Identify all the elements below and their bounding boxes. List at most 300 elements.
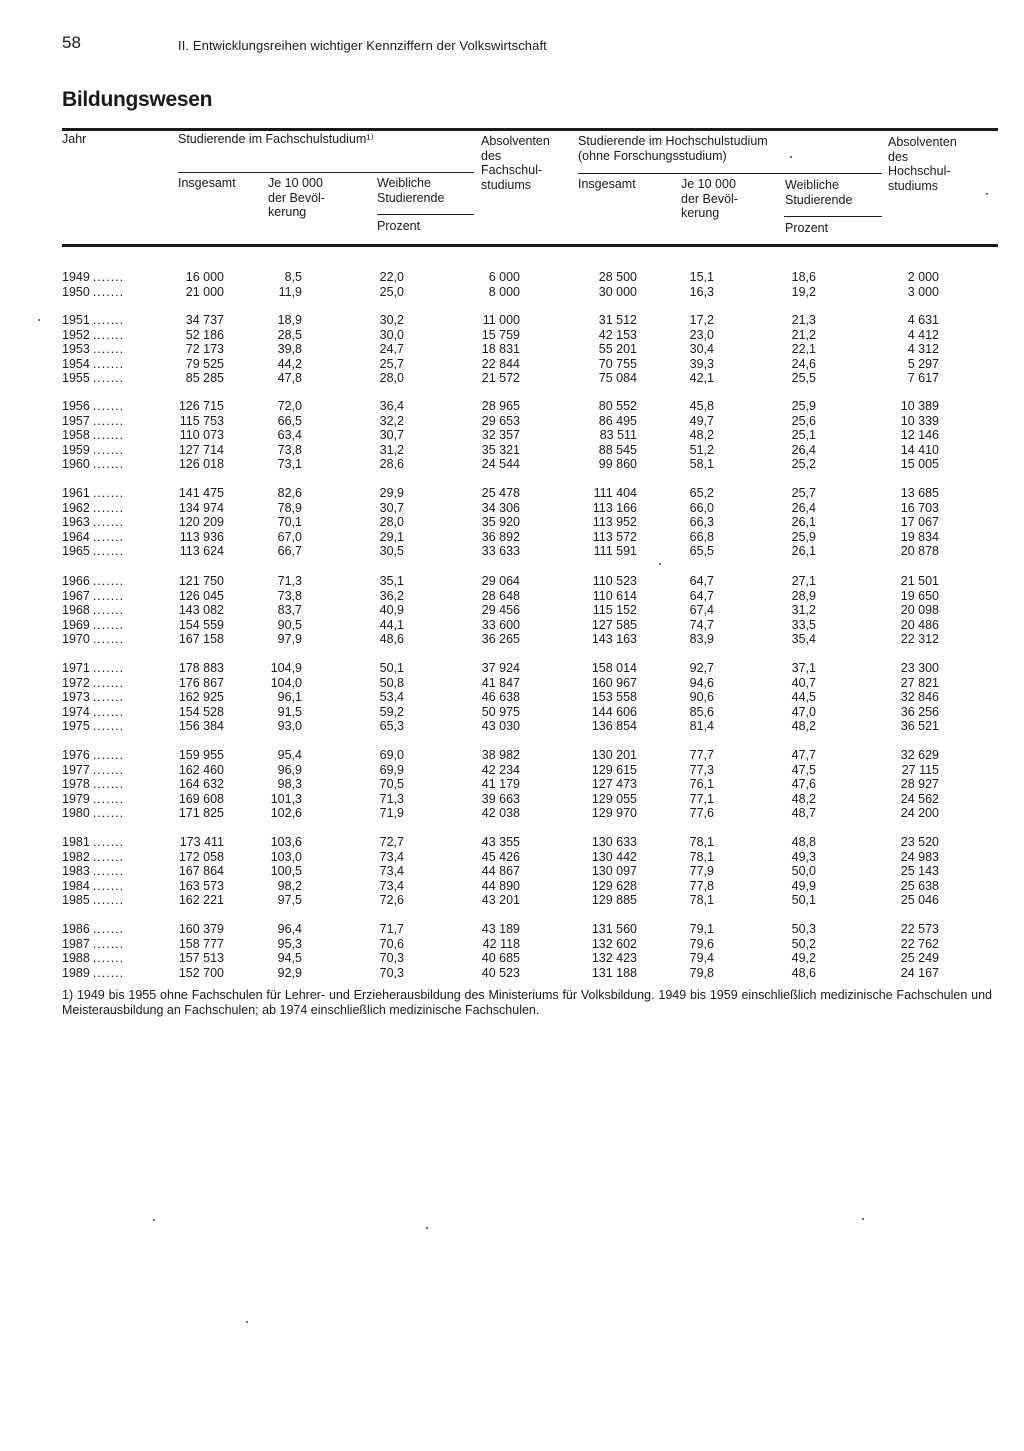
year-label: 1988: [62, 951, 90, 966]
cell-f-je: 66,7: [277, 544, 302, 559]
cell-f-je: 8,5: [284, 270, 302, 284]
cell-h-je: 79,1: [689, 922, 714, 936]
cell-a-f: 32 357: [481, 428, 520, 443]
cell-h-ins: 131 560: [591, 922, 637, 936]
cell-h-ins: 30 000: [598, 284, 637, 299]
cell-f-ins: 157 513: [178, 951, 224, 966]
cell-h-w: 48,2: [791, 719, 816, 734]
leader-dots: .......: [92, 313, 125, 327]
leader-dots: .......: [92, 284, 125, 299]
cell-f-w: 71,3: [379, 791, 404, 806]
cell-f-ins: 115 753: [179, 413, 224, 428]
cell-f-ins: 167 158: [178, 632, 224, 647]
cell-f-ins: 162 221: [178, 893, 224, 908]
cell-f-ins: 72 173: [185, 342, 224, 357]
cell-a-f: 38 982: [481, 748, 520, 762]
cell-f-ins: 154 528: [178, 704, 224, 719]
cell-h-je: 67,4: [689, 603, 714, 618]
year-label: 1987: [62, 936, 90, 951]
footnote: 1) 1949 bis 1955 ohne Fachschulen für Lehrer- und Erzieherausbildung des Ministeriums für Volksbildung. 1949 bis 1959 einschließlich medizinische Fachschulen und Meisterausbildung an Fachschulen; ab 1974 einschließlich medizinische Fachschulen.: [62, 988, 992, 1017]
header-absolventen-hochschul: Absolventen des Hochschul- studiums: [888, 135, 957, 193]
cell-h-ins: 158 014: [591, 661, 637, 675]
leader-dots: .......: [92, 270, 125, 284]
year-label: 1961: [62, 486, 90, 500]
cell-f-ins: 169 608: [178, 791, 224, 806]
cell-h-w: 25,9: [791, 529, 816, 544]
cell-h-je: 92,7: [689, 661, 714, 675]
cell-f-ins: 162 925: [178, 690, 224, 705]
scan-speck: [246, 1321, 248, 1323]
cell-f-w: 70,3: [379, 965, 404, 980]
year-label: 1972: [62, 675, 90, 690]
cell-a-h: 20 878: [900, 544, 939, 559]
cell-f-je: 96,1: [277, 690, 302, 705]
cell-h-ins: 110 614: [592, 588, 637, 603]
leader-dots: .......: [92, 632, 125, 647]
cell-h-w: 48,2: [791, 791, 816, 806]
cell-f-w: 65,3: [379, 719, 404, 734]
cell-a-f: 8 000: [488, 284, 520, 299]
leader-dots: .......: [92, 371, 125, 386]
cell-h-je: 65,2: [689, 486, 714, 500]
cell-f-w: 73,4: [379, 878, 404, 893]
cell-a-h: 25 638: [900, 878, 939, 893]
cell-f-je: 82,6: [277, 486, 302, 500]
leader-dots: .......: [92, 864, 125, 879]
leader-dots: .......: [92, 893, 125, 908]
cell-f-ins: 126 715: [178, 399, 224, 413]
cell-h-je: 77,3: [689, 762, 714, 777]
cell-h-je: 77,9: [689, 864, 714, 879]
cell-h-w: 26,4: [791, 500, 816, 515]
cell-h-je: 58,1: [689, 457, 714, 472]
cell-f-je: 70,1: [277, 515, 302, 530]
cell-a-h: 13 685: [900, 486, 939, 500]
cell-f-w: 69,0: [379, 748, 404, 762]
cell-f-je: 95,4: [277, 748, 302, 762]
cell-f-je: 71,3: [277, 574, 302, 588]
cell-h-w: 26,1: [791, 544, 816, 559]
cell-f-je: 104,9: [270, 661, 302, 675]
cell-a-f: 42 038: [481, 806, 520, 821]
cell-h-je: 64,7: [689, 588, 714, 603]
year-label: 1976: [62, 748, 90, 762]
cell-h-w: 25,1: [791, 428, 816, 443]
cell-h-ins: 83 511: [599, 428, 637, 443]
cell-f-ins: 110 073: [179, 428, 224, 443]
year-label: 1974: [62, 704, 90, 719]
header-hoch-prozent: Prozent: [785, 221, 829, 235]
cell-h-je: 79,4: [689, 951, 714, 966]
cell-a-h: 24 200: [900, 806, 939, 821]
cell-a-h: 32 846: [900, 690, 939, 705]
leader-dots: .......: [92, 574, 125, 588]
leader-dots: .......: [92, 500, 125, 515]
cell-a-f: 43 201: [481, 893, 520, 908]
year-label: 1952: [62, 327, 90, 342]
cell-f-w: 25,0: [379, 284, 404, 299]
leader-dots: .......: [92, 342, 125, 357]
cell-h-ins: 130 201: [591, 748, 637, 762]
cell-f-ins: 34 737: [185, 313, 224, 327]
leader-dots: .......: [92, 965, 125, 980]
cell-a-h: 24 167: [900, 965, 939, 980]
cell-a-f: 40 523: [481, 965, 520, 980]
cell-f-je: 102,6: [270, 806, 302, 821]
cell-f-je: 73,8: [277, 588, 302, 603]
year-label: 1981: [62, 835, 90, 849]
cell-h-w: 21,3: [791, 313, 816, 327]
leader-dots: .......: [92, 442, 125, 457]
cell-h-w: 49,3: [791, 849, 816, 864]
cell-f-w: 31,2: [379, 442, 404, 457]
cell-f-w: 71,7: [379, 922, 404, 936]
cell-h-ins: 129 615: [591, 762, 637, 777]
cell-h-w: 25,6: [791, 413, 816, 428]
cell-h-ins: 115 152: [592, 603, 637, 618]
leader-dots: .......: [92, 529, 125, 544]
cell-f-je: 96,9: [277, 762, 302, 777]
cell-f-ins: 172 058: [178, 849, 224, 864]
cell-a-f: 36 892: [481, 529, 520, 544]
cell-f-w: 30,7: [379, 500, 404, 515]
cell-a-h: 17 067: [900, 515, 939, 530]
year-label: 1968: [62, 603, 90, 618]
cell-h-ins: 113 572: [592, 529, 637, 544]
cell-h-w: 48,6: [791, 965, 816, 980]
cell-f-ins: 164 632: [178, 777, 224, 792]
cell-h-w: 44,5: [791, 690, 816, 705]
cell-f-je: 98,2: [277, 878, 302, 893]
cell-h-ins: 111 404: [593, 486, 637, 500]
cell-f-w: 70,6: [379, 936, 404, 951]
cell-h-ins: 86 495: [598, 413, 637, 428]
cell-h-je: 66,8: [689, 529, 714, 544]
cell-a-f: 11 000: [482, 313, 520, 327]
cell-h-w: 25,7: [791, 486, 816, 500]
cell-h-ins: 42 153: [598, 327, 637, 342]
header-absolventen-fachschul: Absolventen des Fachschul- studiums: [481, 134, 550, 192]
leader-dots: .......: [92, 603, 125, 618]
cell-f-w: 30,5: [379, 544, 404, 559]
header-hoch-je: Je 10 000 der Bevöl- kerung: [681, 177, 738, 220]
leader-dots: .......: [92, 515, 125, 530]
cell-f-ins: 178 883: [178, 661, 224, 675]
cell-h-w: 26,1: [791, 515, 816, 530]
cell-h-je: 78,1: [689, 835, 714, 849]
cell-f-w: 25,7: [379, 356, 404, 371]
year-label: 1979: [62, 791, 90, 806]
cell-a-h: 21 501: [900, 574, 939, 588]
cell-h-ins: 127 473: [591, 777, 637, 792]
cell-h-je: 77,8: [689, 878, 714, 893]
year-label: 1971: [62, 661, 90, 675]
cell-f-w: 70,5: [379, 777, 404, 792]
cell-f-je: 83,7: [277, 603, 302, 618]
year-label: 1982: [62, 849, 90, 864]
cell-h-je: 77,7: [689, 748, 714, 762]
cell-a-h: 19 834: [900, 529, 939, 544]
cell-a-h: 22 762: [900, 936, 939, 951]
leader-dots: .......: [92, 486, 125, 500]
cell-f-je: 39,8: [277, 342, 302, 357]
cell-f-w: 30,0: [379, 327, 404, 342]
cell-h-w: 47,6: [791, 777, 816, 792]
cell-a-f: 24 544: [481, 457, 520, 472]
cell-h-je: 49,7: [689, 413, 714, 428]
cell-f-ins: 134 974: [178, 500, 224, 515]
cell-h-w: 49,9: [791, 878, 816, 893]
cell-f-ins: 85 285: [185, 371, 224, 386]
cell-h-w: 50,1: [791, 893, 816, 908]
cell-a-h: 22 312: [900, 632, 939, 647]
cell-f-je: 104,0: [270, 675, 302, 690]
cell-h-ins: 132 423: [591, 951, 637, 966]
leader-dots: .......: [92, 777, 125, 792]
cell-h-je: 83,9: [689, 632, 714, 647]
cell-f-ins: 158 777: [178, 936, 224, 951]
leader-dots: .......: [92, 878, 125, 893]
cell-a-h: 27 821: [900, 675, 939, 690]
cell-f-je: 28,5: [277, 327, 302, 342]
cell-a-h: 22 573: [900, 922, 939, 936]
cell-a-h: 4 412: [907, 327, 939, 342]
cell-f-je: 78,9: [277, 500, 302, 515]
year-label: 1966: [62, 574, 90, 588]
cell-a-h: 24 562: [900, 791, 939, 806]
leader-dots: .......: [92, 327, 125, 342]
cell-f-ins: 126 018: [178, 457, 224, 472]
cell-h-ins: 99 860: [598, 457, 637, 472]
cell-a-h: 4 631: [907, 313, 939, 327]
cell-f-je: 18,9: [277, 313, 302, 327]
cell-f-w: 29,1: [379, 529, 404, 544]
leader-dots: .......: [92, 356, 125, 371]
cell-a-f: 33 600: [481, 617, 520, 632]
year-label: 1957: [62, 413, 90, 428]
cell-f-ins: 79 525: [185, 356, 224, 371]
cell-f-je: 44,2: [277, 356, 302, 371]
cell-h-je: 42,1: [689, 371, 714, 386]
header-hoch-insgesamt: Insgesamt: [578, 177, 636, 191]
cell-f-ins: 173 411: [179, 835, 224, 849]
scan-speck: [153, 1219, 155, 1221]
cell-a-f: 43 355: [481, 835, 520, 849]
cell-a-h: 23 520: [900, 835, 939, 849]
cell-h-ins: 130 442: [591, 849, 637, 864]
cell-a-h: 10 339: [900, 413, 939, 428]
cell-h-je: 17,2: [689, 313, 714, 327]
cell-f-w: 72,6: [379, 893, 404, 908]
cell-f-ins: 127 714: [178, 442, 224, 457]
year-label: 1955: [62, 371, 90, 386]
leader-dots: .......: [92, 922, 125, 936]
cell-a-h: 12 146: [900, 428, 939, 443]
cell-h-ins: 31 512: [598, 313, 637, 327]
cell-h-je: 78,1: [689, 893, 714, 908]
cell-a-h: 25 046: [900, 893, 939, 908]
cell-h-ins: 110 523: [592, 574, 637, 588]
cell-h-w: 28,9: [791, 588, 816, 603]
cell-f-je: 47,8: [277, 371, 302, 386]
cell-h-w: 49,2: [791, 951, 816, 966]
cell-a-h: 24 983: [900, 849, 939, 864]
cell-h-ins: 136 854: [591, 719, 637, 734]
cell-h-w: 48,7: [791, 806, 816, 821]
leader-dots: .......: [92, 719, 125, 734]
cell-a-f: 50 975: [481, 704, 520, 719]
leader-dots: .......: [92, 544, 125, 559]
cell-a-h: 4 312: [907, 342, 939, 357]
cell-f-je: 92,9: [277, 965, 302, 980]
cell-h-je: 15,1: [689, 270, 714, 284]
cell-f-je: 63,4: [277, 428, 302, 443]
cell-h-w: 50,3: [791, 922, 816, 936]
year-label: 1985: [62, 893, 90, 908]
year-label: 1953: [62, 342, 90, 357]
cell-f-je: 11,9: [278, 284, 302, 299]
cell-h-je: 51,2: [689, 442, 714, 457]
cell-f-w: 48,6: [379, 632, 404, 647]
cell-f-ins: 143 082: [178, 603, 224, 618]
header-fach-insgesamt: Insgesamt: [178, 176, 236, 190]
cell-h-ins: 113 952: [592, 515, 637, 530]
cell-a-h: 36 256: [900, 704, 939, 719]
scan-speck: [790, 156, 792, 158]
cell-h-ins: 143 163: [591, 632, 637, 647]
cell-f-je: 103,0: [270, 849, 302, 864]
cell-h-ins: 127 585: [591, 617, 637, 632]
cell-h-ins: 113 166: [592, 500, 637, 515]
cell-f-ins: 176 867: [178, 675, 224, 690]
cell-f-w: 30,7: [379, 428, 404, 443]
leader-dots: .......: [92, 791, 125, 806]
cell-a-h: 20 486: [900, 617, 939, 632]
cell-h-je: 23,0: [689, 327, 714, 342]
cell-a-h: 10 389: [900, 399, 939, 413]
cell-h-ins: 111 591: [593, 544, 637, 559]
cell-h-je: 74,7: [689, 617, 714, 632]
cell-f-w: 28,6: [379, 457, 404, 472]
cell-h-w: 21,2: [791, 327, 816, 342]
cell-a-h: 27 115: [901, 762, 939, 777]
cell-f-ins: 21 000: [185, 284, 224, 299]
cell-h-ins: 129 055: [591, 791, 637, 806]
cell-f-w: 24,7: [379, 342, 404, 357]
cell-h-je: 79,8: [689, 965, 714, 980]
cell-h-je: 77,6: [689, 806, 714, 821]
cell-h-ins: 55 201: [598, 342, 637, 357]
cell-h-w: 50,2: [791, 936, 816, 951]
cell-h-je: 30,4: [689, 342, 714, 357]
cell-h-je: 90,6: [689, 690, 714, 705]
cell-h-w: 26,4: [791, 442, 816, 457]
cell-f-w: 73,4: [379, 849, 404, 864]
cell-h-je: 77,1: [689, 791, 714, 806]
cell-h-w: 47,7: [791, 748, 816, 762]
cell-f-je: 73,8: [277, 442, 302, 457]
year-label: 1964: [62, 529, 90, 544]
cell-a-f: 41 847: [481, 675, 520, 690]
year-label: 1969: [62, 617, 90, 632]
section-title: Bildungswesen: [62, 88, 213, 111]
cell-f-je: 91,5: [277, 704, 302, 719]
cell-h-w: 47,5: [791, 762, 816, 777]
cell-f-ins: 113 936: [179, 529, 224, 544]
cell-f-ins: 113 624: [179, 544, 224, 559]
cell-h-ins: 75 084: [598, 371, 637, 386]
leader-dots: .......: [92, 704, 125, 719]
header-fach-weibliche: Weibliche Studierende: [377, 176, 445, 205]
cell-a-f: 29 064: [481, 574, 520, 588]
cell-h-ins: 88 545: [598, 442, 637, 457]
cell-h-je: 39,3: [689, 356, 714, 371]
cell-f-ins: 171 825: [178, 806, 224, 821]
cell-f-je: 95,3: [277, 936, 302, 951]
cell-h-ins: 153 558: [591, 690, 637, 705]
scan-speck: [659, 563, 661, 565]
cell-a-f: 28 965: [481, 399, 520, 413]
leader-dots: .......: [92, 457, 125, 472]
cell-h-je: 64,7: [689, 574, 714, 588]
cell-a-f: 40 685: [481, 951, 520, 966]
cell-h-je: 65,5: [689, 544, 714, 559]
cell-f-w: 32,2: [379, 413, 404, 428]
cell-a-h: 23 300: [900, 661, 939, 675]
cell-h-ins: 130 097: [591, 864, 637, 879]
scan-speck: [986, 193, 988, 195]
cell-a-h: 15 005: [900, 457, 939, 472]
cell-f-ins: 156 384: [178, 719, 224, 734]
year-label: 1950: [62, 284, 90, 299]
cell-h-ins: 80 552: [598, 399, 637, 413]
cell-h-ins: 131 188: [591, 965, 637, 980]
year-label: 1959: [62, 442, 90, 457]
leader-dots: .......: [92, 413, 125, 428]
leader-dots: .......: [92, 617, 125, 632]
cell-h-w: 47,0: [791, 704, 816, 719]
cell-h-ins: 130 633: [591, 835, 637, 849]
cell-f-w: 50,1: [379, 661, 404, 675]
header-jahr: Jahr: [62, 132, 87, 146]
cell-h-je: 81,4: [689, 719, 714, 734]
year-label: 1965: [62, 544, 90, 559]
year-label: 1989: [62, 965, 90, 980]
leader-dots: .......: [92, 806, 125, 821]
leader-dots: .......: [92, 762, 125, 777]
leader-dots: .......: [92, 951, 125, 966]
cell-f-w: 36,4: [379, 399, 404, 413]
scan-speck: [862, 1218, 864, 1220]
cell-f-w: 71,9: [379, 806, 404, 821]
cell-h-w: 31,2: [791, 603, 816, 618]
header-fach-je: Je 10 000 der Bevöl- kerung: [268, 176, 325, 219]
cell-h-ins: 28 500: [598, 270, 637, 284]
year-label: 1980: [62, 806, 90, 821]
cell-h-je: 66,3: [689, 515, 714, 530]
cell-f-w: 53,4: [379, 690, 404, 705]
year-label: 1958: [62, 428, 90, 443]
header-fachschul-group: Studierende im Fachschulstudium¹⁾: [178, 132, 374, 146]
cell-a-f: 35 321: [481, 442, 520, 457]
leader-dots: .......: [92, 661, 125, 675]
year-label: 1960: [62, 457, 90, 472]
cell-a-h: 25 143: [900, 864, 939, 879]
cell-f-ins: 154 559: [178, 617, 224, 632]
cell-a-f: 42 118: [482, 936, 520, 951]
cell-f-je: 94,5: [277, 951, 302, 966]
cell-a-f: 36 265: [481, 632, 520, 647]
